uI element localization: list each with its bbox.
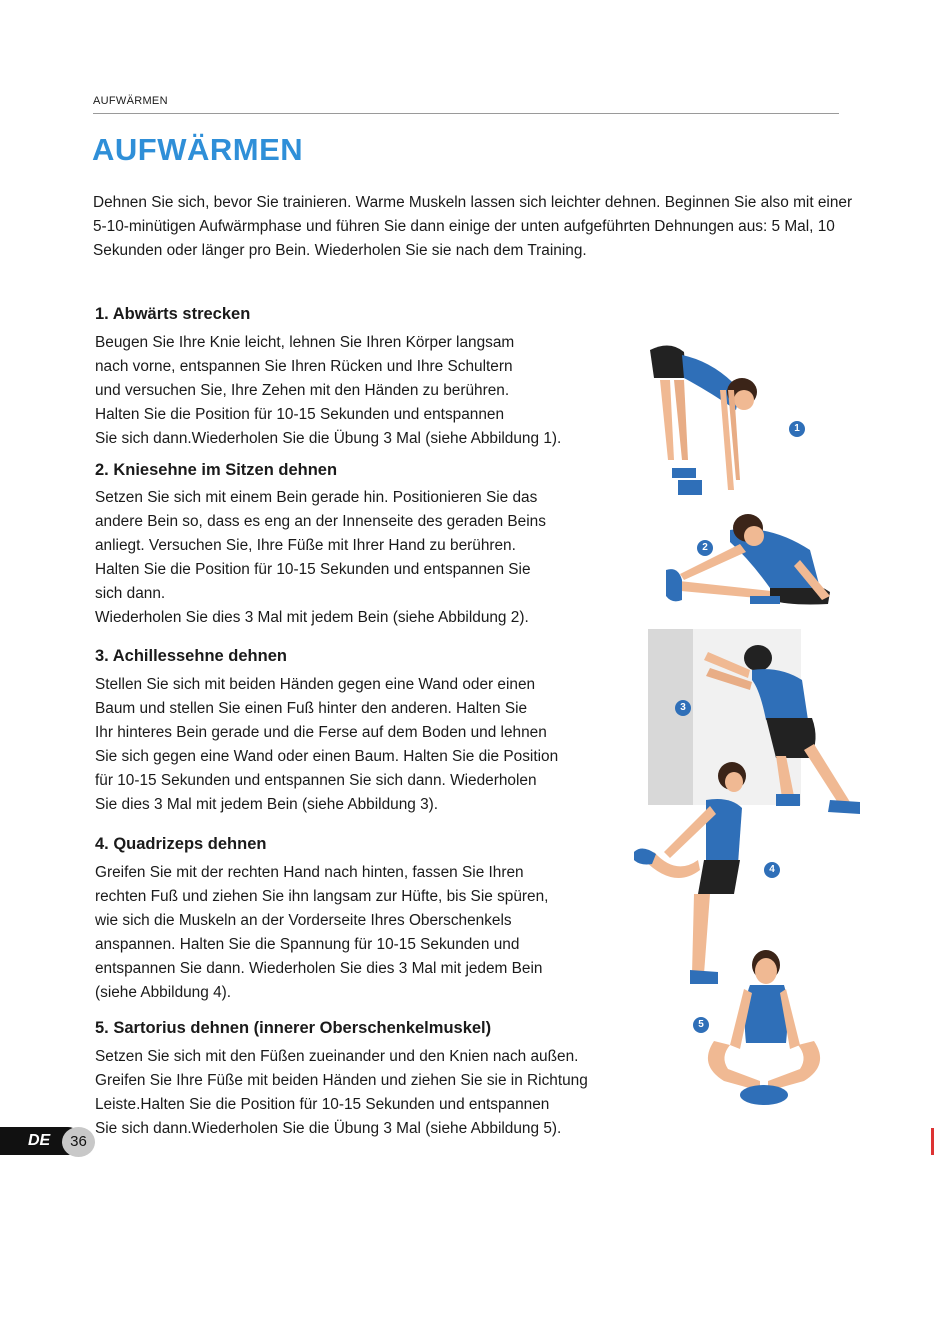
section-title-1: 1. Abwärts strecken	[95, 305, 251, 323]
body-line: und versuchen Sie, Ihre Zehen mit den Händen zu berühren.	[95, 382, 510, 399]
body-line: Setzen Sie sich mit einem Bein gerade hin. Positionieren Sie das	[95, 489, 538, 506]
body-line: rechten Fuß und ziehen Sie ihn langsam zur Hüfte, bis Sie spüren,	[95, 888, 549, 905]
page-number: 36	[62, 1127, 95, 1157]
body-line: Leiste.Halten Sie die Position für 10-15 Sekunden und entspannen	[95, 1096, 550, 1113]
section-body-3	[95, 673, 558, 817]
body-line: Baum und stellen Sie einen Fuß hinter den anderen. Halten Sie	[95, 700, 528, 717]
body-line: für 10-15 Sekunden und entspannen Sie sich dann. Wiederholen	[95, 772, 537, 789]
section-body-4	[95, 861, 548, 1005]
body-line: (siehe Abbildung 4).	[95, 984, 232, 1001]
body-line: Sie sich dann.Wiederholen Sie die Übung 3 Mal (siehe Abbildung 1).	[95, 430, 562, 447]
figure-badge-4: 4	[764, 862, 780, 878]
figure-badge-1: 1	[789, 421, 805, 437]
body-line: Greifen Sie mit der rechten Hand nach hinten, fassen Sie Ihren	[95, 864, 524, 881]
body-line: anliegt. Versuchen Sie, Ihre Füße mit Ihrer Hand zu berühren.	[95, 537, 516, 554]
figure-5-illustration	[694, 945, 834, 1110]
header-rule	[93, 113, 839, 114]
section-body-2	[95, 486, 546, 630]
body-line: entspannen Sie dann. Wiederholen Sie dies 3 Mal mit jedem Bein	[95, 960, 543, 977]
body-line: Ihr hinteres Bein gerade und die Ferse auf dem Boden und lehnen	[95, 724, 547, 741]
figure-badge-5: 5	[693, 1017, 709, 1033]
body-line: Sie sich dann.Wiederholen Sie die Übung 3 Mal (siehe Abbildung 5).	[95, 1120, 562, 1137]
body-line: anspannen. Halten Sie die Spannung für 10-15 Sekunden und	[95, 936, 520, 953]
body-line: Beugen Sie Ihre Knie leicht, lehnen Sie Ihren Körper langsam	[95, 334, 515, 351]
running-header: AUFWÄRMEN	[93, 95, 168, 107]
language-code: DE	[28, 1132, 51, 1149]
section-body-1	[95, 331, 561, 451]
figure-badge-2: 2	[697, 540, 713, 556]
section-title-3: 3. Achillessehne dehnen	[95, 647, 287, 665]
page-title: AUFWÄRMEN	[92, 132, 304, 167]
section-title-5: 5. Sartorius dehnen (innerer Oberschenkelmuskel)	[95, 1019, 492, 1037]
body-line: Setzen Sie sich mit den Füßen zueinander und den Knien nach außen.	[95, 1048, 579, 1065]
section-title-2: 2. Kniesehne im Sitzen dehnen	[95, 461, 338, 479]
section-title-4: 4. Quadrizeps dehnen	[95, 835, 267, 853]
body-line: Greifen Sie Ihre Füße mit beiden Händen und ziehen Sie sie in Richtung	[95, 1072, 588, 1089]
body-line: sich dann.	[95, 585, 166, 602]
body-line: wie sich die Muskeln an der Vorderseite Ihres Oberschenkels	[95, 912, 512, 929]
body-line: Stellen Sie sich mit beiden Händen gegen eine Wand oder einen	[95, 676, 536, 693]
body-line: Sie dies 3 Mal mit jedem Bein (siehe Abbildung 3).	[95, 796, 439, 813]
body-line: Sie sich gegen eine Wand oder einen Baum. Halten Sie die Position	[95, 748, 559, 765]
figure-1-illustration	[640, 340, 780, 505]
body-line: Halten Sie die Position für 10-15 Sekunden und entspannen	[95, 406, 505, 423]
body-line: nach vorne, entspannen Sie Ihren Rücken und Ihre Schultern	[95, 358, 513, 375]
body-line: andere Bein so, dass es eng an der Innenseite des geraden Beins	[95, 513, 546, 530]
section-body-5	[95, 1045, 588, 1141]
figure-2-illustration	[660, 500, 840, 610]
figure-badge-3: 3	[675, 700, 691, 716]
body-line: Wiederholen Sie dies 3 Mal mit jedem Bein (siehe Abbildung 2).	[95, 609, 529, 626]
intro-paragraph: Dehnen Sie sich, bevor Sie trainieren. Warme Muskeln lassen sich leichter dehnen. Beginnen Sie also mit einer 5-10-minütigen Aufwärmphase und führen Sie dann einige der unten aufgeführten Dehnungen aus: 5 Mal, 10 Sekunden oder länger pro Bein. Wiederholen Sie sie nach dem Training.	[93, 194, 853, 259]
body-line: Halten Sie die Position für 10-15 Sekunden und entspannen Sie	[95, 561, 531, 578]
